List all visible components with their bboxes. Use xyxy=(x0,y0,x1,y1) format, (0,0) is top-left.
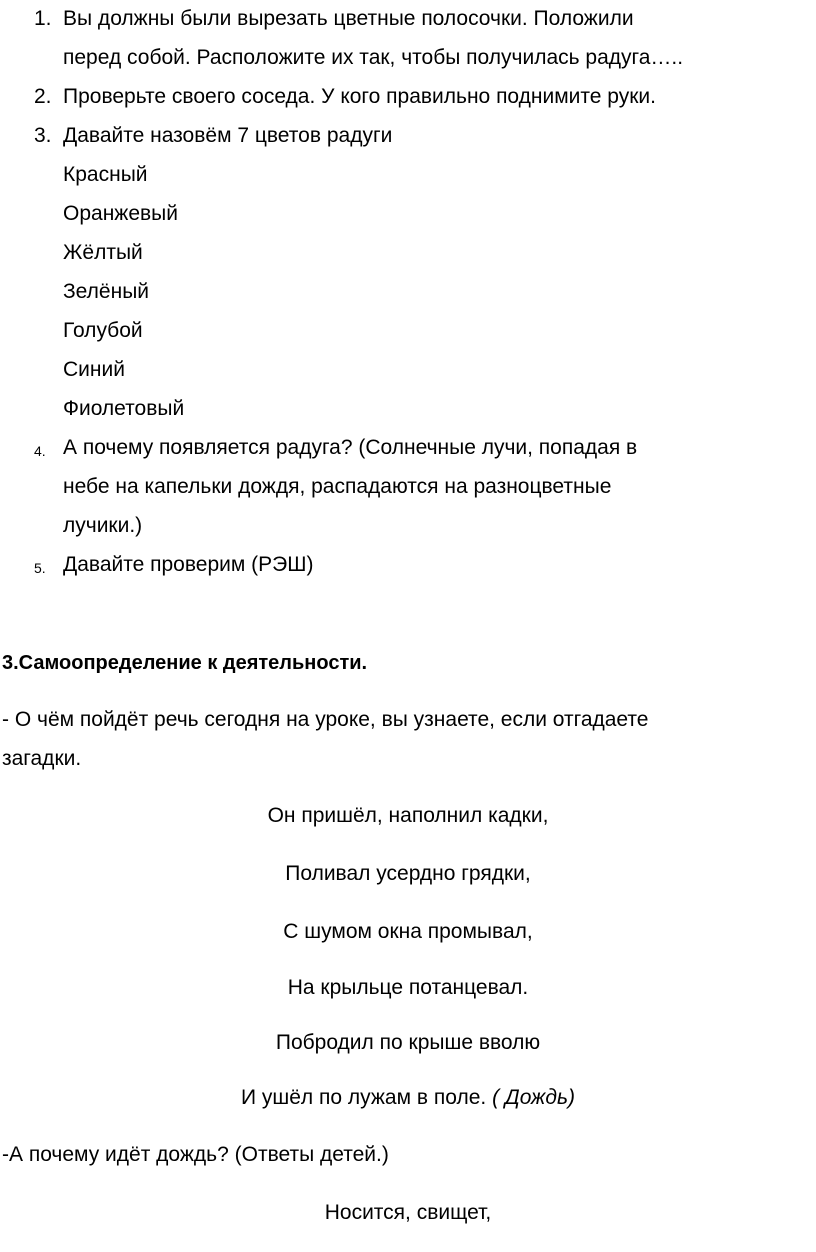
riddle-line: С шумом окна промывал, xyxy=(283,920,533,943)
list-item-text: перед собой. Расположите их так, чтобы получилась радуга….. xyxy=(63,46,684,69)
riddle-line: На крыльце потанцевал. xyxy=(287,976,529,999)
section-heading: 3.Самоопределение к деятельности. xyxy=(2,652,368,674)
list-item-text: Вы должны были вырезать цветные полосочки. Положили xyxy=(63,7,634,30)
rainbow-color: Зелёный xyxy=(63,280,150,303)
rainbow-color: Красный xyxy=(63,163,148,186)
intro-text: - О чём пойдёт речь сегодня на уроке, вы узнаете, если отгадаете xyxy=(2,708,649,731)
intro-text: загадки. xyxy=(2,747,82,770)
list-number: 2. xyxy=(34,85,52,108)
riddle-answer: ( Дождь) xyxy=(492,1086,576,1109)
list-item-text: лучики.) xyxy=(63,514,143,537)
list-number: 3. xyxy=(34,124,52,147)
rainbow-color: Голубой xyxy=(63,319,143,342)
riddle-line: Поливал усердно грядки, xyxy=(285,862,531,885)
list-item-text: Проверьте своего соседа. У кого правильно поднимите руки. xyxy=(63,85,656,108)
list-number: 5. xyxy=(34,560,46,576)
list-item-text: А почему появляется радуга? (Солнечные лучи, попадая в xyxy=(63,436,638,459)
rainbow-color: Оранжевый xyxy=(63,202,178,225)
riddle-line: Носится, свищет, xyxy=(324,1201,492,1224)
list-item-text: Давайте проверим (РЭШ) xyxy=(63,553,314,576)
riddle-line: Он пришёл, наполнил кадки, xyxy=(267,804,549,827)
rainbow-color: Фиолетовый xyxy=(63,397,185,420)
rainbow-color: Жёлтый xyxy=(63,241,143,264)
riddle-line: Побродил по крыше вволю xyxy=(275,1031,541,1054)
list-item-text: небе на капельки дождя, распадаются на разноцветные xyxy=(63,475,612,498)
rainbow-color: Синий xyxy=(63,358,125,381)
riddle-text: И ушёл по лужам в поле. xyxy=(240,1086,487,1109)
list-number: 4. xyxy=(34,443,46,459)
question-text: -А почему идёт дождь? (Ответы детей.) xyxy=(2,1143,389,1166)
riddle-line-last xyxy=(0,1085,816,1111)
list-number: 1. xyxy=(34,7,52,30)
list-item-text: Давайте назовём 7 цветов радуги xyxy=(63,124,393,147)
